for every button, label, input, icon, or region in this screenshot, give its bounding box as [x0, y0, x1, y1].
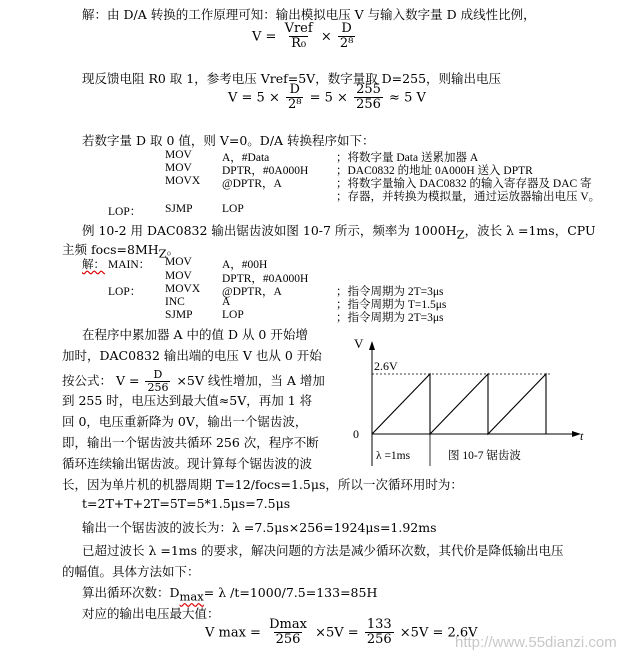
prog2-op: SJMP — [165, 309, 193, 321]
prog2-label: MAIN： — [108, 259, 151, 271]
prog2-arg: A，#00H — [222, 259, 268, 271]
prog1-op: MOVX — [165, 175, 201, 187]
eq3-frac2: $\frac{133}{256}$ — [366, 617, 392, 648]
prog1-cmt: ；存器，并转换为模拟量，通过运放器输出电压 V。 — [336, 191, 601, 203]
eq2-rhs: ≈ 5 V — [389, 90, 426, 106]
example-line-2: 主频 $focs=8MH_Z$。 — [62, 242, 180, 261]
equation-v-value — [228, 83, 426, 113]
eq1-lhs: V = — [252, 29, 277, 45]
prog2-arg: DPTR，#0A000H — [222, 273, 309, 285]
params-line: 现反馈电阻 R0 取 1，参考电压 Vref=5V，数字量取 D=255，则输出电压 — [82, 71, 502, 86]
prog2-op: MOVX — [165, 283, 201, 295]
prog2-arg: A — [222, 296, 231, 308]
prog1-op: SJMP — [165, 203, 193, 215]
prog2-cmt: ；指令周期为 T=1.5μs — [336, 299, 447, 311]
zero-case-line: 若数字量 D 取 0 值，则 V=0。D/A 转换程序如下： — [82, 133, 375, 148]
conclusion-line-1: 已超过波长 λ =1ms 的要求，解决问题的方法是减少循环次数，其代价是降低输出电压 — [82, 543, 564, 558]
machine-cycle-line: 长，因为单片机的机器周期 T=12/focs=1.5μs，所以一次循环用时为： — [62, 477, 463, 492]
eq2-frac2: $\frac{255}{256}$ — [356, 82, 381, 113]
prog1-arg: LOP — [222, 203, 244, 215]
y-axis-label: V — [354, 338, 364, 351]
prog2-label: LOP： — [108, 286, 142, 298]
y-axis-arrow — [369, 341, 375, 350]
level-label: 2.6V — [374, 359, 398, 373]
lambda-label: λ =1ms — [376, 450, 411, 462]
prog2-op: INC — [165, 296, 185, 308]
eq2-frac1: $\frac{D}{\text{2⁸}}$ — [287, 82, 302, 113]
figure-caption: 图 10-7 锯齿波 — [448, 450, 521, 462]
prog1-arg: A，#Data — [222, 152, 270, 164]
wavelength-line: 输出一个锯齿波的波长为：λ =7.5μs×256=1924μs=1.92ms — [82, 520, 437, 535]
prog1-cmt: ；DAC0832 的地址 0A000H 送入 DPTR — [336, 165, 533, 177]
prog1-op: MOV — [165, 149, 192, 161]
prog1-arg: @DPTR，A — [222, 178, 282, 190]
prog1-cmt: ；将数字量输入 DAC0832 的输入寄存器及 DAC 寄 — [336, 178, 592, 190]
prog2-arg: @DPTR，A — [222, 286, 282, 298]
sawtooth-figure — [340, 338, 590, 473]
eq1-times: × — [320, 29, 332, 45]
prog2-op: MOV — [165, 256, 192, 268]
body-line: 循环连续输出锯齿波。现计算每个锯齿波的波 — [62, 456, 313, 471]
sawtooth-wave — [372, 374, 546, 434]
example-line-1: 例 10-2 用 DAC0832 输出锯齿波如图 10-7 所示，频率为 $1000H_Z$，波长 λ =1ms，CPU — [82, 223, 596, 242]
prog2-cmt: ；指令周期为 2T=3μs — [336, 286, 444, 298]
eq2-mid: = 5 × — [309, 90, 348, 106]
max-voltage-label: 对应的输出电压最大值： — [82, 606, 220, 621]
solution-label: 解： — [82, 259, 105, 271]
prog2-arg: LOP — [222, 309, 244, 321]
site-watermark: http://www.55dianzi.com — [455, 634, 617, 651]
body-line: 到 255 时，电压达到最大值≈5V，再加 1 将 — [62, 393, 313, 408]
prog1-arg: DPTR，#0A000H — [222, 165, 309, 177]
x-axis-label: t — [580, 429, 584, 443]
body-line: 即，输出一个锯齿波共循环 256 次，程序不断 — [62, 435, 319, 450]
prog1-op: MOV — [165, 162, 192, 174]
eq2-lhs: V = 5 × — [228, 90, 280, 106]
equation-v-ratio — [252, 22, 357, 52]
eq1-frac1: $\frac{\text{Vref}}{\text{R₀}}$ — [284, 21, 313, 52]
formula-frac: $\frac{D}{256}$ — [147, 368, 169, 395]
body-line: 加时，DAC0832 输出端的电压 V 也从 0 开始 — [62, 348, 322, 363]
body-line-formula: 按公式： V = $\frac{D}{256}$ ×5V 线性增加，当 A 增加 — [62, 368, 325, 395]
prog2-cmt: ；指令周期为 2T=3μs — [336, 312, 444, 324]
intro-line: 解：由 D/A 转换的工作原理可知：输出模拟电压 V 与输入数字量 D 成线性比例， — [82, 7, 536, 22]
conclusion-line-2: 的幅值。具体方法如下： — [62, 564, 200, 579]
eq3-frac1: $\frac{Dmax}{256}$ — [269, 617, 307, 648]
body-line: 在程序中累加器 A 中的值 D 从 0 开始增 — [82, 327, 308, 342]
eq1-frac2: $\frac{D}{\text{2⁸}}$ — [339, 21, 354, 52]
prog1-cmt: ；将数字量 Data 送累加器 A — [336, 152, 479, 164]
prog2-op: MOV — [165, 270, 192, 282]
loop-count-line: 算出循环次数：$D_{max}= \lambda$ /t=1000/7.5=133=85H — [82, 585, 378, 604]
origin-label: 0 — [353, 427, 359, 441]
prog1-label: LOP： — [108, 206, 142, 218]
body-line: 回 0，电压重新降为 0V，输出一个锯齿波， — [62, 414, 308, 429]
equation-vmax: V max = $\frac{Dmax}{256}$ ×5V = $\frac{133}{256}$ ×5V = 2.6V — [205, 617, 478, 648]
loop-time-line: t=2T+T+2T=5T=5*1.5μs=7.5μs — [82, 496, 291, 511]
